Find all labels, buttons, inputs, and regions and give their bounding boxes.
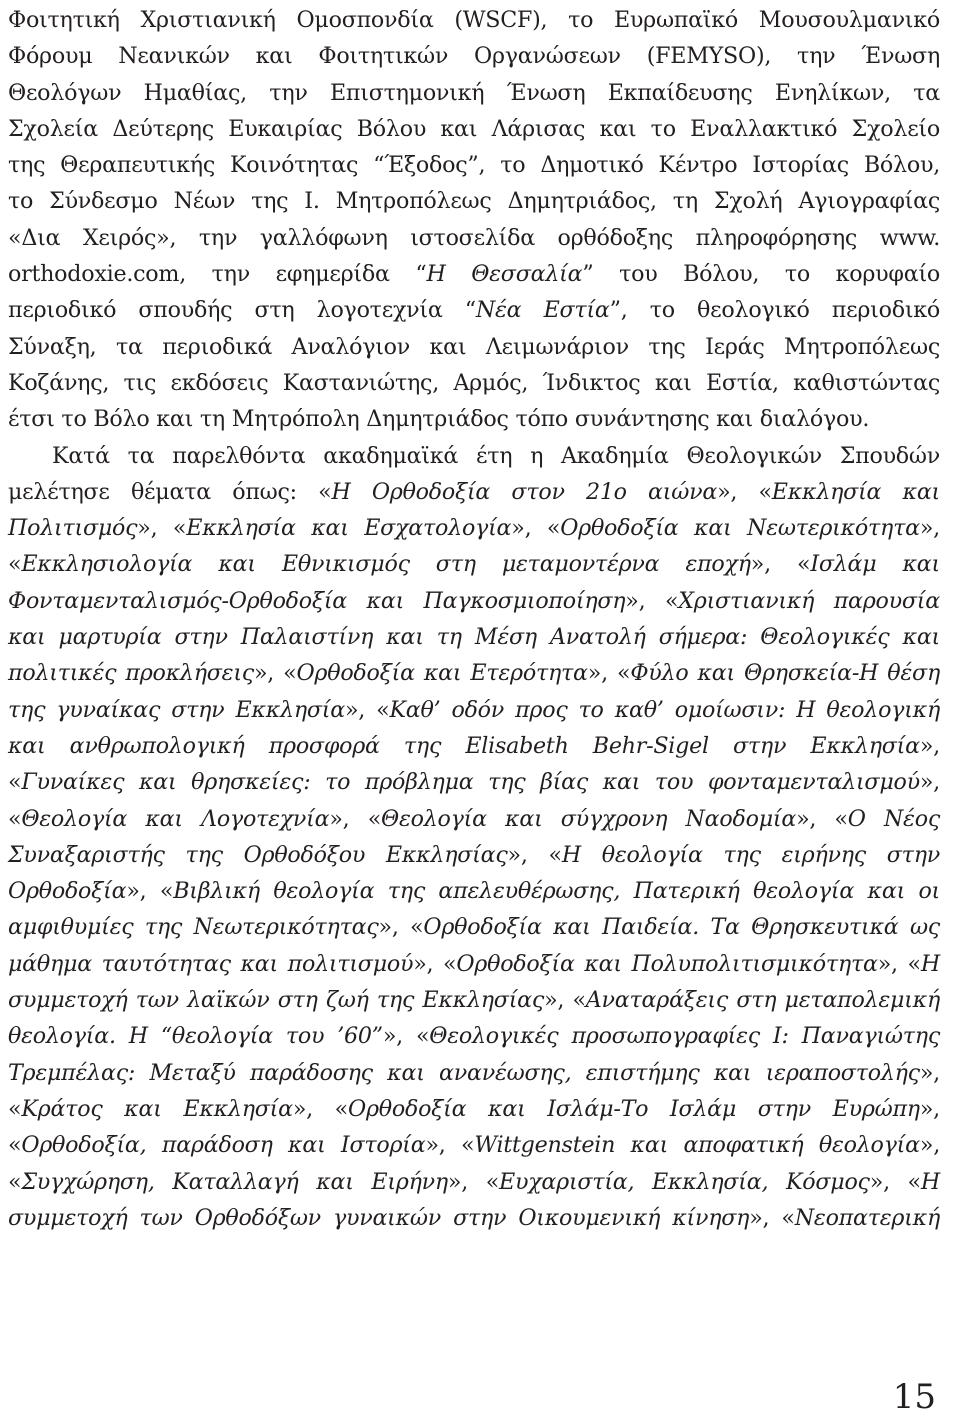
text-line [8,692,940,728]
text-segment: », [919,769,940,796]
text-line [8,401,940,437]
text-line [8,837,940,873]
text-line [8,655,940,691]
italic-segment: Ορθοδοξία [8,878,127,905]
italic-segment: Ορθοδοξία και Παιδεία. Τα Θρησκευτικά ως [423,914,940,941]
italic-segment: Ορθοδοξία και Ισλάμ-Το Ισλάμ στην Ευρώπη [348,1095,920,1122]
italic-segment: Αναταράξεις στη μεταπολεμική [585,987,940,1014]
text-segment: », « [447,1168,500,1195]
italic-segment: Νεοπατερική [794,1204,941,1231]
italic-segment: Η Ορθοδοξία στον 21ο αιώνα [331,478,718,505]
italic-segment: συμμετοχή των λαϊκών στη ζωή της Εκκλησίας [8,987,545,1014]
italic-segment: πολιτικές προκλήσεις [8,660,254,687]
text-segment: « [8,1095,22,1122]
text-line [8,1091,940,1127]
italic-segment: Πολιτισμός [8,515,138,542]
italic-segment: Κράτος και Εκκλησία [21,1095,293,1122]
text-segment: », « [869,1168,921,1195]
italic-segment: Wittgenstein και αποφατική θεολογία [474,1132,920,1159]
italic-segment: Ευχαριστία, Εκκλησία, Κόσμος [499,1168,870,1195]
italic-segment: συμμετοχή των Ορθοδόξων γυναικών στην Οικουμενική κίνηση [8,1204,750,1231]
text-segment: Σύναξη, τα περιοδικά Αναλόγιον και Λειμωνάριον της Ιεράς Μητροπόλεως [8,333,940,360]
text-line [8,2,940,38]
text-segment: », « [344,696,390,723]
italic-segment: Εκκλησιολογία και Εθνικισμός στη μεταμοντέρνα εποχή [21,551,751,578]
italic-segment: Η [920,1168,940,1195]
text-line [8,292,940,328]
text-segment: », « [750,551,811,578]
italic-segment: Ο Νέος [847,805,940,832]
text-segment: », « [717,478,772,505]
text-line [8,438,940,474]
page-number: 15 [892,1377,936,1417]
text-line [8,982,940,1018]
text-segment: « [8,551,22,578]
text-line [8,909,940,945]
italic-segment: Θεολογία και σύγχρονη Ναοδομία [381,805,797,832]
text-segment: », « [425,1132,475,1159]
text-line [8,546,940,582]
italic-segment: Γυναίκες και θρησκείες: το πρόβλημα της βίας και του φονταμενταλισμού [21,769,920,796]
text-segment: », « [749,1204,795,1231]
italic-segment: και μαρτυρία στην Παλαιστίνη και τη Μέση Ανατολή σήμερα: Θεολογικές και [8,624,940,651]
text-segment: », [919,732,940,759]
text-line [8,329,940,365]
text-segment: », « [796,805,848,832]
italic-segment: και ανθρωπολογική προσφορά της Elisabeth Behr-Sigel στην Εκκλησία [8,732,920,759]
text-segment: «Δια Χειρός», την γαλλόφωνη ιστοσελίδα ορθόδοξης πληροφόρησης www. [8,224,940,251]
text-segment: το Σύνδεσμο Νέων της Ι. Μητροπόλεως Δημητριάδος, τη Σχολή Αγιογραφίας [8,188,940,215]
paragraph [8,438,940,1237]
italic-segment: θεολογία. Η “θεολογία του ’60” [8,1023,383,1050]
italic-segment: Εκκλησία και [771,478,941,505]
text-segment: ” του Βόλου, το κορυφαίο [582,261,940,288]
text-segment: », « [625,587,679,614]
text-segment: », « [413,950,457,977]
text-segment: », [919,1059,940,1086]
text-segment: έτσι το Βόλο και τη Μητρόπολη Δημητριάδος τόπο συνάντησης και διαλόγου. [8,406,870,433]
text-line [8,38,940,74]
text-segment: », « [877,950,921,977]
text-line [8,256,940,292]
text-line [8,1055,940,1091]
italic-segment: Συναξαριστής της Ορθοδόξου Εκκλησίας [8,841,508,868]
text-segment: », « [507,841,562,868]
italic-segment: Εκκλησία και Εσχατολογία [186,515,512,542]
text-segment: Κατά τα παρελθόντα ακαδημαϊκά έτη η Ακαδημία Θεολογικών Σπουδών [52,442,940,469]
text-segment: « [8,1132,22,1159]
text-line [8,873,940,909]
italic-segment: Χριστιανική παρουσία [678,587,940,614]
italic-segment: Φονταμενταλισμός-Ορθοδοξία και Παγκοσμιοποίηση [8,587,626,614]
text-segment: « [8,769,22,796]
italic-segment: Ορθοδοξία και Πολυπολιτισμικότητα [456,950,878,977]
italic-segment: Ισλάμ και [810,551,940,578]
text-segment: », [919,1132,941,1159]
italic-segment: Θεολογία και Λογοτεχνία [21,805,330,832]
italic-segment: Ορθοδοξία, παράδοση και Ιστορία [21,1132,426,1159]
text-segment: », [919,1095,940,1122]
text-segment: », « [382,1023,430,1050]
text-segment: », « [253,660,297,687]
text-line [8,728,940,764]
italic-segment: της γυναίκας στην Εκκλησία [8,696,345,723]
text-line [8,583,940,619]
text-line [8,946,940,982]
text-line [8,510,940,546]
italic-segment: Συγχώρηση, Καταλλαγή και Ειρήνη [21,1168,448,1195]
italic-segment: Ορθοδοξία και Νεωτερικότητα [560,515,920,542]
text-line [8,111,940,147]
italic-segment: Τρεμπέλας: Μεταξύ παράδοσης και ανανέωσης, επιστήμης και ιεραποστολής [8,1059,920,1086]
text-segment: ”, το θεολογικό περιοδικό [609,297,941,324]
text-segment: Φόρουμ Νεανικών και Φοιτητικών Οργανώσεων (FEMYSO), την Ένωση [8,43,940,70]
text-line [8,220,940,256]
italic-segment: μάθημα ταυτότητας και πολιτισμού [8,950,414,977]
text-segment: », [919,515,940,542]
text-line [8,1164,940,1200]
text-segment: Φοιτητική Χριστιανική Ομοσπονδία (WSCF), το Ευρωπαϊκό Μουσουλμανικό [8,7,940,33]
text-segment: », « [511,515,561,542]
text-line [8,764,940,800]
text-segment: της Θεραπευτικής Κοινότητας “Έξοδος”, το Δημοτικό Κέντρο Ιστορίας Βόλου, [8,152,940,179]
text-line [8,474,940,510]
text-line [8,183,940,219]
italic-segment: Καθ’ οδόν προς το καθ’ ομοίωσιν: Η θεολογική [389,696,940,723]
text-line [8,619,940,655]
text-segment: Θεολόγων Ημαθίας, την Επιστημονική Ένωση Εκπαίδευσης Ενηλίκων, τα [8,79,940,106]
italic-segment: Ορθοδοξία και Ετερότητα [296,660,588,687]
text-segment: », « [544,987,586,1014]
italic-segment: αμφιθυμίες της Νεωτερικότητας [8,914,379,941]
italic-segment: Η Θεσσαλία [426,261,583,288]
text-segment: orthodoxie.com, την εφημερίδα “ [8,261,427,288]
text-line [8,1200,940,1236]
italic-segment: Φύλο και Θρησκεία-Η θέση [630,660,940,687]
italic-segment: Νέα Εστία [475,297,610,324]
text-segment: περιοδικό σπουδής στη λογοτεχνία “ [8,297,476,324]
text-segment: », « [137,515,187,542]
paragraph [8,2,940,438]
text-segment: », « [378,914,424,941]
text-line [8,1018,940,1054]
text-line [8,75,940,111]
text-line [8,801,940,837]
text-line [8,147,940,183]
text-segment: », « [292,1095,349,1122]
text-line [8,1127,940,1163]
text-segment: « [8,1168,22,1195]
text-line [8,365,940,401]
text-segment: « [8,805,22,832]
text-segment: Κοζάνης, τις εκδόσεις Καστανιώτης, Αρμός, Ίνδικτος και Εστία, καθιστώντας [8,369,940,396]
text-segment: », « [587,660,631,687]
italic-segment: Θεολογικές προσωπογραφίες Ι: Παναγιώτης [429,1023,940,1050]
italic-segment: Βιβλική θεολογία της απελευθέρωσης, Πατερική θεολογία και οι [173,878,940,905]
italic-segment: Η [920,950,940,977]
italic-segment: Η θεολογία της ειρήνης στην [561,841,940,868]
text-segment: Σχολεία Δεύτερης Ευκαιρίας Βόλου και Λάρισας και το Εναλλακτικό Σχολείο [8,115,940,142]
text-segment: », « [329,805,382,832]
body-text [8,2,940,1236]
text-segment: μελέτησε θέματα όπως: « [8,478,332,505]
text-segment: », « [126,878,174,905]
